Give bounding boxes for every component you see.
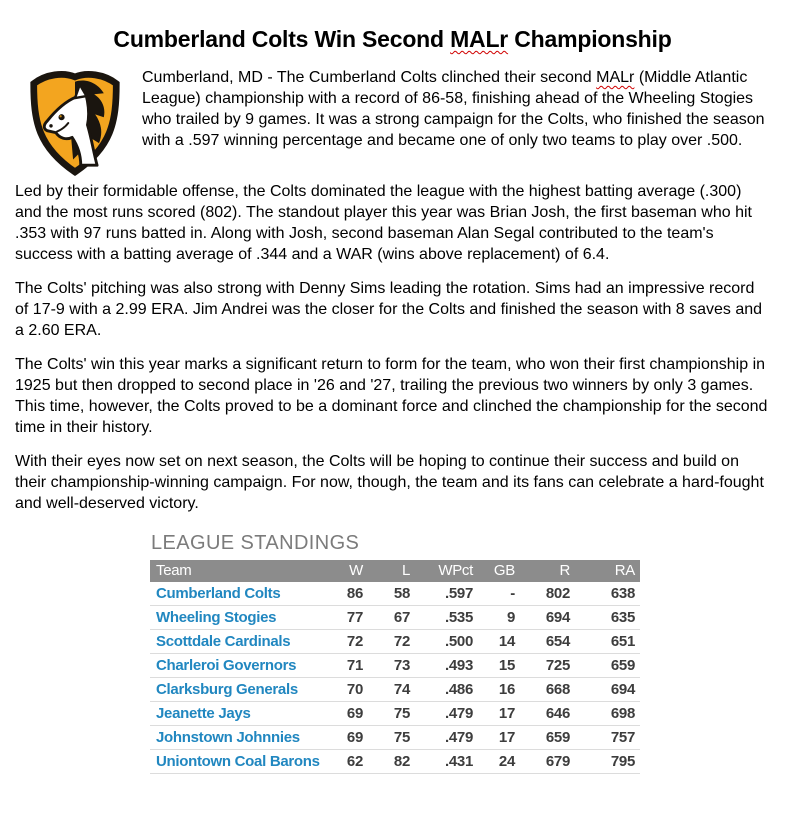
table-row bbox=[150, 582, 640, 606]
losses-cell: 75 bbox=[368, 726, 415, 750]
team-link[interactable]: Cumberland Colts bbox=[156, 585, 281, 602]
team-link[interactable]: Wheeling Stogies bbox=[156, 609, 277, 626]
team-cell bbox=[150, 750, 323, 774]
team-link[interactable]: Charleroi Governors bbox=[156, 657, 297, 674]
gb-cell: 17 bbox=[478, 726, 520, 750]
wins-cell: 69 bbox=[323, 702, 368, 726]
losses-cell: 73 bbox=[368, 654, 415, 678]
wpct-cell: .597 bbox=[415, 582, 478, 606]
table-row bbox=[150, 750, 640, 774]
gb-cell: 16 bbox=[478, 678, 520, 702]
lede-section bbox=[15, 67, 770, 181]
runs-against-cell: 651 bbox=[575, 630, 640, 654]
wpct-cell: .500 bbox=[415, 630, 478, 654]
gb-cell: 9 bbox=[478, 606, 520, 630]
runs-cell: 725 bbox=[520, 654, 575, 678]
paragraph-3: The Colts' pitching was also strong with Denny Sims leading the rotation. Sims had an impressive record of 17-9 with a 2.99 ERA. Jim Andrei was the closer for the Colts and finished the season with 8 saves and a 2.60 ERA. bbox=[15, 280, 763, 339]
runs-against-cell: 635 bbox=[575, 606, 640, 630]
losses-cell: 58 bbox=[368, 582, 415, 606]
paragraph-1-text: Cumberland, MD - The Cumberland Colts clinched their second bbox=[142, 69, 597, 86]
team-cell bbox=[150, 702, 323, 726]
wins-cell: 77 bbox=[323, 606, 368, 630]
gb-cell: 24 bbox=[478, 750, 520, 774]
gb-cell: 15 bbox=[478, 654, 520, 678]
team-link[interactable]: Jeanette Jays bbox=[156, 705, 251, 722]
paragraph-5: With their eyes now set on next season, the Colts will be hoping to continue their success and build on their championship-winning campaign. For now, though, the team and its fans can celebrate a hard-fought and well-deserved victory. bbox=[15, 453, 764, 512]
article-page bbox=[0, 26, 785, 774]
team-link[interactable]: Uniontown Coal Barons bbox=[156, 753, 320, 770]
losses-cell: 82 bbox=[368, 750, 415, 774]
wpct-cell: .431 bbox=[415, 750, 478, 774]
table-row bbox=[150, 702, 640, 726]
page-title bbox=[15, 26, 770, 53]
paragraph-1-misspelled-word: MALr bbox=[596, 69, 635, 86]
runs-against-cell: 638 bbox=[575, 582, 640, 606]
standings-table bbox=[150, 560, 640, 774]
standings-heading: LEAGUE STANDINGS bbox=[151, 532, 360, 554]
wpct-cell: .493 bbox=[415, 654, 478, 678]
table-row bbox=[150, 606, 640, 630]
wins-cell: 71 bbox=[323, 654, 368, 678]
runs-cell: 654 bbox=[520, 630, 575, 654]
losses-cell: 74 bbox=[368, 678, 415, 702]
runs-cell: 646 bbox=[520, 702, 575, 726]
wins-cell: 69 bbox=[323, 726, 368, 750]
team-link[interactable]: Johnstown Johnnies bbox=[156, 729, 300, 746]
table-row bbox=[150, 726, 640, 750]
wpct-cell: .479 bbox=[415, 726, 478, 750]
gb-cell: 14 bbox=[478, 630, 520, 654]
wpct-cell: .535 bbox=[415, 606, 478, 630]
table-row bbox=[150, 654, 640, 678]
wpct-cell: .486 bbox=[415, 678, 478, 702]
losses-cell: 67 bbox=[368, 606, 415, 630]
runs-against-cell: 795 bbox=[575, 750, 640, 774]
column-header-runs: R bbox=[520, 560, 575, 582]
header-row bbox=[150, 560, 640, 582]
team-cell bbox=[150, 606, 323, 630]
column-header-team: Team bbox=[150, 560, 323, 582]
league-standings-section bbox=[150, 532, 640, 774]
column-header-wins: W bbox=[323, 560, 368, 582]
runs-against-cell: 698 bbox=[575, 702, 640, 726]
column-header-wpct: WPct bbox=[415, 560, 478, 582]
gb-cell: 17 bbox=[478, 702, 520, 726]
title-text: Cumberland Colts Win Second bbox=[113, 26, 451, 52]
table-row bbox=[150, 630, 640, 654]
team-cell bbox=[150, 678, 323, 702]
losses-cell: 75 bbox=[368, 702, 415, 726]
team-cell bbox=[150, 726, 323, 750]
column-header-gb: GB bbox=[478, 560, 520, 582]
team-link[interactable]: Scottdale Cardinals bbox=[156, 633, 291, 650]
standings-table-header bbox=[150, 560, 640, 582]
runs-against-cell: 659 bbox=[575, 654, 640, 678]
colts-crest-icon bbox=[27, 69, 123, 177]
paragraph-4: The Colts' win this year marks a significant return to form for the team, who won their first championship in 1925 but then dropped to second place in '26 and '27, trailing the previous two winners by only 3 games. This time, however, the Colts proved to be a dominant force and clinched the championship for the second time in their history. bbox=[15, 356, 768, 436]
runs-cell: 659 bbox=[520, 726, 575, 750]
paragraph-1-text: (Middle Atlantic League) championship with a record of 86-58, finishing ahead of the Wheeling Stogies who trailed by 9 games. It was a strong campaign for the Colts, who finished the season with a .597 winning percentage and became one of only two teams to play over .500. bbox=[142, 69, 765, 149]
team-cell bbox=[150, 582, 323, 606]
runs-cell: 679 bbox=[520, 750, 575, 774]
runs-against-cell: 757 bbox=[575, 726, 640, 750]
paragraph-2: Led by their formidable offense, the Colts dominated the league with the highest batting average (.300) and the most runs scored (802). The standout player this year was Brian Josh, the first baseman who hit .353 with 97 runs batted in. Along with Josh, second baseman Alan Segal contributed to the team's success with a batting average of .344 and a WAR (wins above replacement) of 6.4. bbox=[15, 183, 752, 263]
wins-cell: 70 bbox=[323, 678, 368, 702]
team-cell bbox=[150, 630, 323, 654]
column-header-losses: L bbox=[368, 560, 415, 582]
title-misspelled-word: MALr bbox=[450, 26, 509, 52]
team-link[interactable]: Clarksburg Generals bbox=[156, 681, 298, 698]
wpct-cell: .479 bbox=[415, 702, 478, 726]
runs-cell: 668 bbox=[520, 678, 575, 702]
team-logo bbox=[27, 69, 123, 177]
table-row bbox=[150, 678, 640, 702]
wins-cell: 72 bbox=[323, 630, 368, 654]
team-cell bbox=[150, 654, 323, 678]
wins-cell: 86 bbox=[323, 582, 368, 606]
losses-cell: 72 bbox=[368, 630, 415, 654]
column-header-runs-against: RA bbox=[575, 560, 640, 582]
runs-cell: 802 bbox=[520, 582, 575, 606]
gb-cell: - bbox=[478, 582, 520, 606]
runs-against-cell: 694 bbox=[575, 678, 640, 702]
wins-cell: 62 bbox=[323, 750, 368, 774]
runs-cell: 694 bbox=[520, 606, 575, 630]
paragraph-1 bbox=[15, 67, 770, 151]
title-text: Championship bbox=[508, 26, 672, 52]
